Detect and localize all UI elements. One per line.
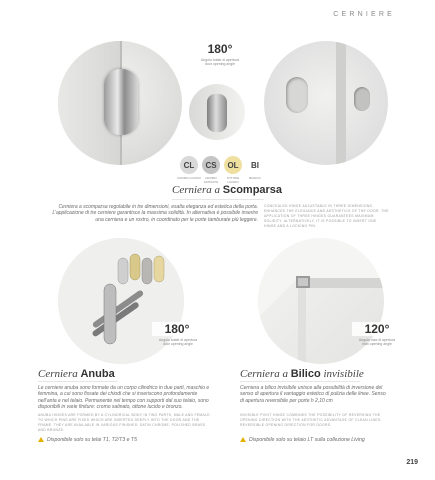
angle-caption: Angolo totale di apertura xyxy=(158,338,198,342)
finish-swatch-cl[interactable]: CL xyxy=(180,156,198,174)
section-title-bilico: Cerniera a Bilico invisibile xyxy=(240,368,364,380)
scomparsa-description: Cerniera a scomparsa regolabile in tre dimensioni, esalta eleganza ed estetica della porta. L’applicazione di tre cerniere garantisce la massima solidità. In alternativa è possibile inserire una cerniera e un rostro, in coordinato per le porte tamburate più leggere. xyxy=(52,204,258,223)
anuba-availability-note: Disponibile solo su telai T1, T2/T3 e T5 xyxy=(38,437,218,443)
finish-label: CROMO LUCIDO xyxy=(177,176,201,180)
angle-caption: Angolo max di apertura xyxy=(358,338,396,342)
finish-swatch-bi[interactable]: BI xyxy=(246,156,264,174)
angle-caption-en: door opening angle xyxy=(205,62,235,66)
finish-label: CROMO SATINATO xyxy=(203,176,219,184)
scomparsa-description-en: CONCEALED HINGE ADJUSTABLE IN THREE DIMENSIONS, ENHANCES THE ELEGANCE AND AESTHETICS OF THE DOOR. THE APPLICATION OF THREE HINGES GUARANTEES MAXIMUM SOLIDITY. ALTERNATIVELY, IT IS POSSIBLE TO INSERT ONE HINGE AND A LOCKING PIN. xyxy=(264,204,389,228)
warning-icon xyxy=(240,437,246,442)
concealed-hinge-photo xyxy=(58,41,182,165)
concealed-hinge-closed-photo xyxy=(264,41,388,165)
angle-value: 180° xyxy=(207,42,233,56)
finish-swatch-cs[interactable]: CS xyxy=(202,156,220,174)
bilico-availability-note: Disponibile solo su telaio LT sulla collezione Living xyxy=(240,437,400,443)
section-title-scomparsa: Cerniera a Scomparsa xyxy=(172,184,283,196)
finish-label: OTTONE LUCIDO xyxy=(226,176,240,184)
angle-value: 120° xyxy=(352,322,402,336)
finish-label: BIANCO xyxy=(249,176,261,180)
section-title-anuba: Cerniera Anuba xyxy=(38,368,115,380)
page-number: 219 xyxy=(406,459,418,466)
warning-icon xyxy=(38,437,44,442)
angle-caption-en: max opening angle xyxy=(362,342,392,346)
divider xyxy=(240,381,360,382)
divider xyxy=(38,381,118,382)
concealed-hinge-detail-photo xyxy=(189,84,245,140)
section-header: CERNIERE xyxy=(333,11,395,18)
bilico-description-en: INVISIBLE PIVOT HINGE COMBINES THE POSSIBILITY OF REVERSING THE OPENING DIRECTION WITH THE AESTHETIC ADVANTAGE OF CLEAN LINES. REVERSIBLE OPENING DIRECTION FOR DOORS. xyxy=(240,413,382,427)
angle-value: 180° xyxy=(152,322,202,336)
anuba-description-en: ANUBA HINGES ARE FORMED BY A CYLINDRICAL BODY IN TWO PARTS, MALE AND FEMALE, TO WHICH PINS ARE FIXED WHICH ARE INSERTED DEEPLY INTO THE DOOR AND THE FRAME. THEY ARE AVAILABLE IN VARIOUS FINISHES: SATIN CHROME, POLISHED BRASS AND BRONZE. xyxy=(38,413,212,432)
divider xyxy=(172,199,264,200)
finish-swatch-ol[interactable]: OL xyxy=(224,156,242,174)
bilico-description: Cerniera a bilico invisibile unisce alla possibilità di inversione del senso di apertura il vantaggio estetico di pulizia delle linee. Senso di apertura reversibile per porte h 2,10 cm xyxy=(240,385,386,404)
anuba-description: Le cerniere anuba sono formate da un corpo cilindrico in due parti, maschio e femmina, a cui sono fissate dei chiodi che si inseriscono profondamente nell’anta e nel telaio. Permanente nel tempo con supporti dal suo telaio, sono disponibili in varie finiture: cromo satinato, ottone lucido e bronzo. xyxy=(38,385,210,411)
angle-caption-en: door opening angle xyxy=(163,342,193,346)
angle-caption: Angolo totale di apertura xyxy=(200,58,240,62)
